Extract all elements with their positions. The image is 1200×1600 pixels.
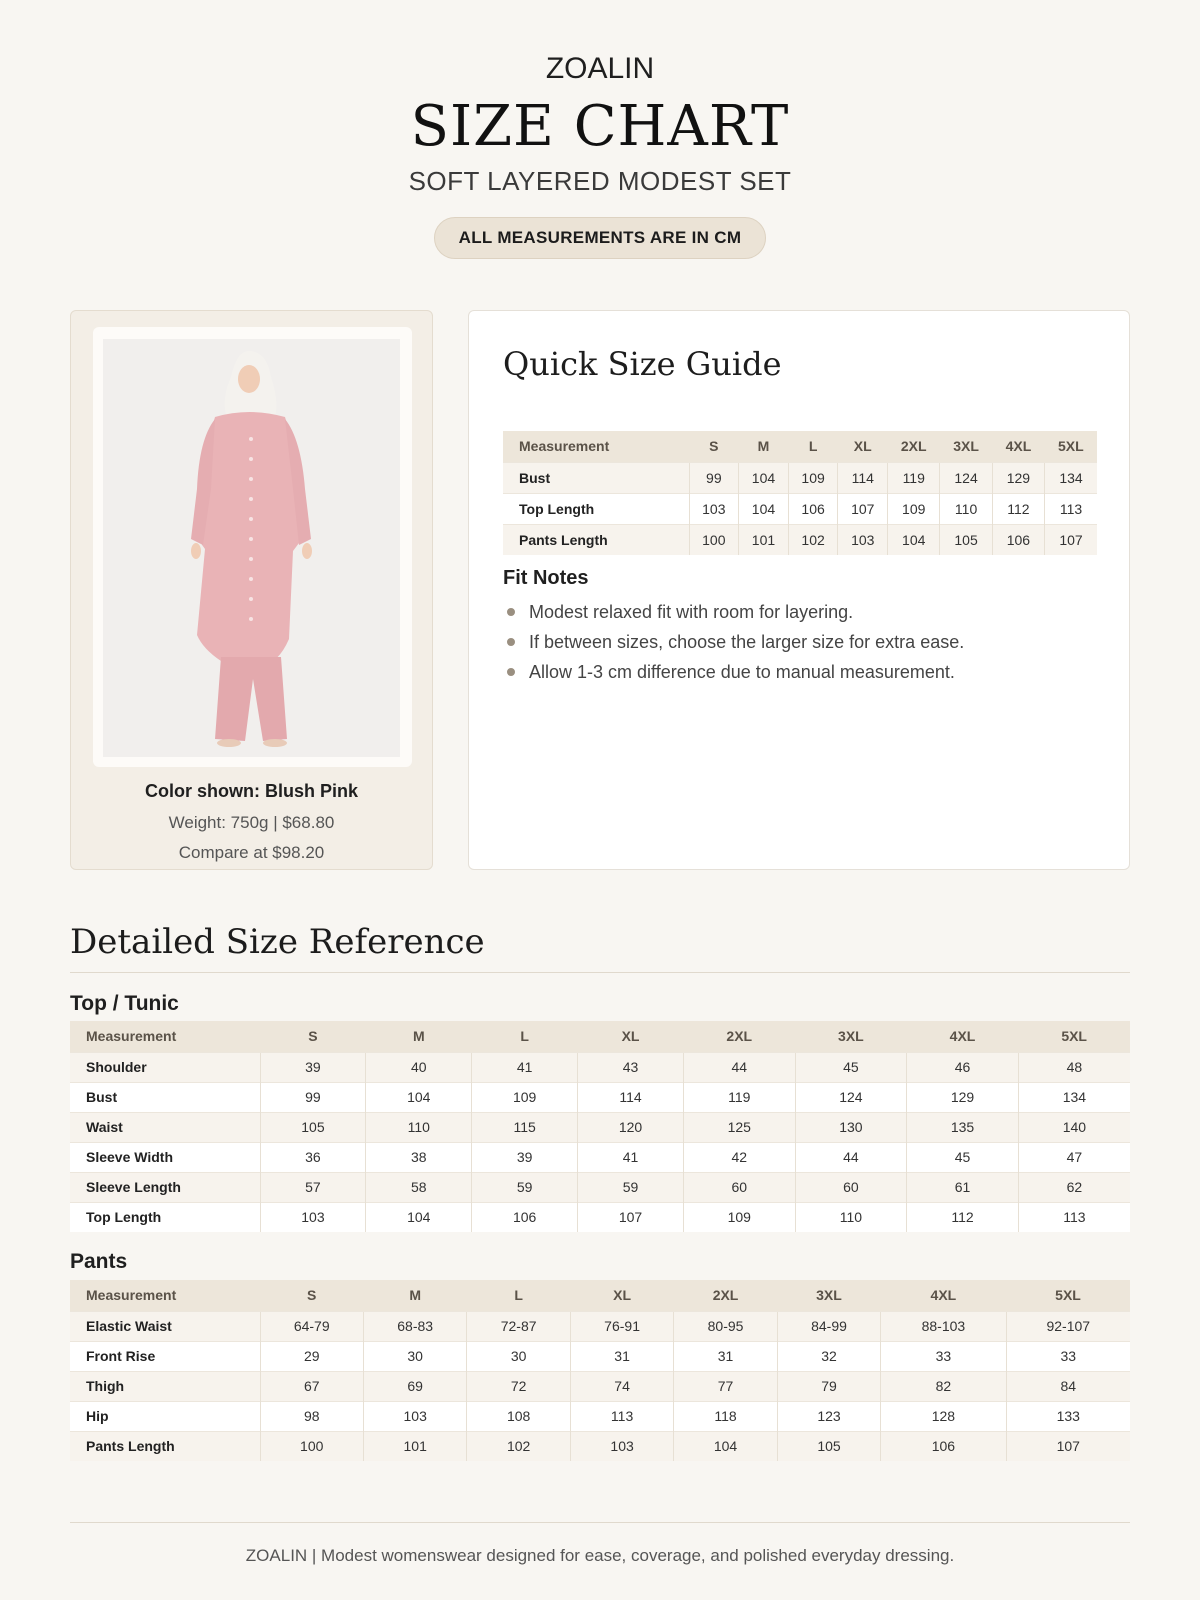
table-cell: 31 bbox=[674, 1341, 777, 1371]
column-header: M bbox=[366, 1021, 472, 1052]
bullet-icon bbox=[507, 668, 515, 676]
table-cell: 104 bbox=[674, 1431, 777, 1461]
table-cell: 110 bbox=[795, 1202, 907, 1232]
column-header: 5XL bbox=[1006, 1280, 1130, 1311]
table-cell: 107 bbox=[1006, 1431, 1130, 1461]
table-cell: 31 bbox=[570, 1341, 673, 1371]
table-cell: 72-87 bbox=[467, 1311, 570, 1341]
table-row bbox=[70, 1401, 1130, 1431]
table-cell: 120 bbox=[578, 1112, 684, 1142]
column-header: S bbox=[260, 1021, 366, 1052]
footer-text: ZOALIN | Modest womenswear designed for ease, coverage, and polished everyday dressing. bbox=[245, 1546, 955, 1565]
table-cell: 59 bbox=[578, 1172, 684, 1202]
table-cell: 39 bbox=[472, 1142, 578, 1172]
table-cell: 77 bbox=[674, 1371, 777, 1401]
table-cell: 134 bbox=[1045, 462, 1097, 493]
list-item bbox=[507, 661, 964, 691]
table-cell: 135 bbox=[907, 1112, 1019, 1142]
table-cell: 59 bbox=[472, 1172, 578, 1202]
page-subtitle: SOFT LAYERED MODEST SET bbox=[408, 165, 792, 196]
table-cell: 44 bbox=[683, 1052, 795, 1082]
table-cell: 57 bbox=[260, 1172, 366, 1202]
table-cell: 125 bbox=[683, 1112, 795, 1142]
table-cell: 104 bbox=[366, 1082, 472, 1112]
column-header: Measurement bbox=[70, 1021, 260, 1052]
table-cell: 109 bbox=[888, 493, 940, 524]
table-cell: 103 bbox=[838, 524, 888, 555]
table-row bbox=[70, 1431, 1130, 1461]
column-header: 3XL bbox=[795, 1021, 907, 1052]
table-row bbox=[70, 1202, 1130, 1232]
row-label: Top Length bbox=[70, 1202, 260, 1232]
detail-section-title: Detailed Size Reference bbox=[70, 922, 485, 962]
row-label: Hip bbox=[70, 1401, 260, 1431]
table-cell: 113 bbox=[570, 1401, 673, 1431]
row-label: Waist bbox=[70, 1112, 260, 1142]
table-row bbox=[70, 1341, 1130, 1371]
table-cell: 100 bbox=[260, 1431, 363, 1461]
table-cell: 110 bbox=[940, 493, 992, 524]
column-header: 4XL bbox=[881, 1280, 1006, 1311]
column-header: 5XL bbox=[1045, 431, 1097, 462]
model-illustration-icon bbox=[103, 339, 400, 757]
table-row bbox=[70, 1311, 1130, 1341]
table-cell: 46 bbox=[907, 1052, 1019, 1082]
fit-note-text: Allow 1-3 cm difference due to manual measurement. bbox=[529, 662, 955, 682]
table-cell: 124 bbox=[795, 1082, 907, 1112]
row-label: Pants Length bbox=[503, 524, 689, 555]
column-header: 2XL bbox=[683, 1021, 795, 1052]
divider bbox=[70, 1522, 1130, 1523]
table-cell: 48 bbox=[1018, 1052, 1130, 1082]
table-cell: 105 bbox=[777, 1431, 880, 1461]
model-photo bbox=[103, 339, 400, 757]
table-cell: 105 bbox=[260, 1112, 366, 1142]
table-cell: 107 bbox=[838, 493, 888, 524]
table-row bbox=[70, 1371, 1130, 1401]
fit-notes-title: Fit Notes bbox=[503, 567, 589, 589]
fit-notes-list bbox=[507, 601, 964, 691]
table-cell: 134 bbox=[1018, 1082, 1130, 1112]
top-section-title: Top / Tunic bbox=[70, 992, 179, 1015]
column-header: XL bbox=[578, 1021, 684, 1052]
table-cell: 130 bbox=[795, 1112, 907, 1142]
row-label: Bust bbox=[503, 462, 689, 493]
column-header: XL bbox=[838, 431, 888, 462]
table-cell: 79 bbox=[777, 1371, 880, 1401]
row-label: Sleeve Length bbox=[70, 1172, 260, 1202]
product-card bbox=[70, 310, 433, 870]
table-cell: 118 bbox=[674, 1401, 777, 1431]
weight-price: Weight: 750g | $68.80 bbox=[168, 813, 335, 832]
table-cell: 64-79 bbox=[260, 1311, 363, 1341]
table-cell: 114 bbox=[838, 462, 888, 493]
table-cell: 115 bbox=[472, 1112, 578, 1142]
column-header: XL bbox=[570, 1280, 673, 1311]
table-cell: 104 bbox=[739, 493, 789, 524]
table-cell: 29 bbox=[260, 1341, 363, 1371]
table-header-row bbox=[70, 1021, 1130, 1052]
column-header: Measurement bbox=[503, 431, 689, 462]
table-row bbox=[503, 462, 1097, 493]
table-cell: 99 bbox=[689, 462, 739, 493]
table-row bbox=[70, 1142, 1130, 1172]
table-row bbox=[70, 1172, 1130, 1202]
column-header: 2XL bbox=[674, 1280, 777, 1311]
top-row bbox=[70, 310, 1130, 870]
column-header: Measurement bbox=[70, 1280, 260, 1311]
table-cell: 128 bbox=[881, 1401, 1006, 1431]
column-header: 3XL bbox=[940, 431, 992, 462]
compare-at-price: Compare at $98.20 bbox=[178, 843, 325, 862]
pants-section-title: Pants bbox=[70, 1250, 128, 1273]
column-header: L bbox=[472, 1021, 578, 1052]
table-cell: 109 bbox=[683, 1202, 795, 1232]
list-item bbox=[507, 631, 964, 661]
top-size-table bbox=[70, 1021, 1130, 1232]
table-cell: 92-107 bbox=[1006, 1311, 1130, 1341]
table-cell: 30 bbox=[363, 1341, 466, 1371]
units-badge: ALL MEASUREMENTS ARE IN CM bbox=[434, 217, 767, 259]
table-cell: 41 bbox=[472, 1052, 578, 1082]
quick-size-table bbox=[503, 431, 1097, 555]
column-header: M bbox=[739, 431, 789, 462]
table-cell: 60 bbox=[683, 1172, 795, 1202]
fit-note-text: Modest relaxed fit with room for layering. bbox=[529, 602, 854, 622]
table-cell: 103 bbox=[689, 493, 739, 524]
table-cell: 45 bbox=[907, 1142, 1019, 1172]
table-row bbox=[503, 493, 1097, 524]
table-cell: 43 bbox=[578, 1052, 684, 1082]
table-cell: 124 bbox=[940, 462, 992, 493]
page-title: SIZE CHART bbox=[410, 94, 790, 159]
table-cell: 129 bbox=[907, 1082, 1019, 1112]
row-label: Sleeve Width bbox=[70, 1142, 260, 1172]
row-label: Pants Length bbox=[70, 1431, 260, 1461]
pants-size-table bbox=[70, 1280, 1130, 1461]
table-cell: 140 bbox=[1018, 1112, 1130, 1142]
column-header: 4XL bbox=[992, 431, 1044, 462]
table-row bbox=[503, 524, 1097, 555]
table-header-row bbox=[503, 431, 1097, 462]
table-cell: 109 bbox=[788, 462, 838, 493]
divider bbox=[70, 972, 1130, 973]
table-cell: 80-95 bbox=[674, 1311, 777, 1341]
table-cell: 69 bbox=[363, 1371, 466, 1401]
table-cell: 40 bbox=[366, 1052, 472, 1082]
table-cell: 33 bbox=[881, 1341, 1006, 1371]
photo-frame bbox=[93, 327, 412, 767]
table-cell: 39 bbox=[260, 1052, 366, 1082]
quick-guide-title: Quick Size Guide bbox=[503, 345, 782, 383]
header bbox=[0, 0, 1200, 259]
row-label: Elastic Waist bbox=[70, 1311, 260, 1341]
bullet-icon bbox=[507, 608, 515, 616]
table-cell: 101 bbox=[363, 1431, 466, 1461]
table-cell: 113 bbox=[1045, 493, 1097, 524]
table-cell: 109 bbox=[472, 1082, 578, 1112]
color-shown: Color shown: Blush Pink bbox=[144, 781, 358, 801]
table-cell: 67 bbox=[260, 1371, 363, 1401]
table-row bbox=[70, 1052, 1130, 1082]
table-cell: 44 bbox=[795, 1142, 907, 1172]
column-header: 2XL bbox=[888, 431, 940, 462]
list-item bbox=[507, 601, 964, 631]
table-cell: 101 bbox=[739, 524, 789, 555]
row-label: Bust bbox=[70, 1082, 260, 1112]
table-cell: 74 bbox=[570, 1371, 673, 1401]
table-cell: 106 bbox=[788, 493, 838, 524]
table-cell: 104 bbox=[366, 1202, 472, 1232]
quick-guide-card bbox=[468, 310, 1130, 870]
table-cell: 104 bbox=[888, 524, 940, 555]
table-cell: 100 bbox=[689, 524, 739, 555]
table-cell: 60 bbox=[795, 1172, 907, 1202]
table-cell: 114 bbox=[578, 1082, 684, 1112]
column-header: 3XL bbox=[777, 1280, 880, 1311]
table-cell: 32 bbox=[777, 1341, 880, 1371]
table-cell: 99 bbox=[260, 1082, 366, 1112]
fit-note-text: If between sizes, choose the larger size for extra ease. bbox=[529, 632, 965, 652]
table-cell: 103 bbox=[260, 1202, 366, 1232]
table-cell: 106 bbox=[881, 1431, 1006, 1461]
table-cell: 110 bbox=[366, 1112, 472, 1142]
table-cell: 112 bbox=[992, 493, 1044, 524]
column-header: L bbox=[788, 431, 838, 462]
table-cell: 119 bbox=[683, 1082, 795, 1112]
table-cell: 82 bbox=[881, 1371, 1006, 1401]
row-label: Front Rise bbox=[70, 1341, 260, 1371]
table-cell: 129 bbox=[992, 462, 1044, 493]
brand-name: ZOALIN bbox=[545, 52, 655, 85]
table-cell: 107 bbox=[1045, 524, 1097, 555]
bullet-icon bbox=[507, 638, 515, 646]
column-header: 5XL bbox=[1018, 1021, 1130, 1052]
table-row bbox=[70, 1082, 1130, 1112]
table-cell: 123 bbox=[777, 1401, 880, 1431]
table-cell: 41 bbox=[578, 1142, 684, 1172]
table-cell: 47 bbox=[1018, 1142, 1130, 1172]
table-cell: 61 bbox=[907, 1172, 1019, 1202]
table-cell: 103 bbox=[363, 1401, 466, 1431]
table-cell: 98 bbox=[260, 1401, 363, 1431]
table-cell: 106 bbox=[992, 524, 1044, 555]
table-cell: 68-83 bbox=[363, 1311, 466, 1341]
table-cell: 62 bbox=[1018, 1172, 1130, 1202]
table-cell: 104 bbox=[739, 462, 789, 493]
column-header: M bbox=[363, 1280, 466, 1311]
table-cell: 84 bbox=[1006, 1371, 1130, 1401]
table-cell: 42 bbox=[683, 1142, 795, 1172]
row-label: Thigh bbox=[70, 1371, 260, 1401]
column-header: S bbox=[260, 1280, 363, 1311]
table-cell: 38 bbox=[366, 1142, 472, 1172]
table-row bbox=[70, 1112, 1130, 1142]
table-cell: 45 bbox=[795, 1052, 907, 1082]
column-header: 4XL bbox=[907, 1021, 1019, 1052]
column-header: L bbox=[467, 1280, 570, 1311]
table-header-row bbox=[70, 1280, 1130, 1311]
table-cell: 112 bbox=[907, 1202, 1019, 1232]
column-header: S bbox=[689, 431, 739, 462]
table-cell: 84-99 bbox=[777, 1311, 880, 1341]
table-cell: 76-91 bbox=[570, 1311, 673, 1341]
table-cell: 30 bbox=[467, 1341, 570, 1371]
table-cell: 102 bbox=[467, 1431, 570, 1461]
table-cell: 105 bbox=[940, 524, 992, 555]
table-cell: 33 bbox=[1006, 1341, 1130, 1371]
table-cell: 72 bbox=[467, 1371, 570, 1401]
row-label: Shoulder bbox=[70, 1052, 260, 1082]
table-cell: 103 bbox=[570, 1431, 673, 1461]
table-cell: 58 bbox=[366, 1172, 472, 1202]
table-cell: 102 bbox=[788, 524, 838, 555]
table-cell: 119 bbox=[888, 462, 940, 493]
table-cell: 108 bbox=[467, 1401, 570, 1431]
table-cell: 133 bbox=[1006, 1401, 1130, 1431]
table-cell: 36 bbox=[260, 1142, 366, 1172]
row-label: Top Length bbox=[503, 493, 689, 524]
table-cell: 88-103 bbox=[881, 1311, 1006, 1341]
table-cell: 106 bbox=[472, 1202, 578, 1232]
table-cell: 113 bbox=[1018, 1202, 1130, 1232]
table-cell: 107 bbox=[578, 1202, 684, 1232]
